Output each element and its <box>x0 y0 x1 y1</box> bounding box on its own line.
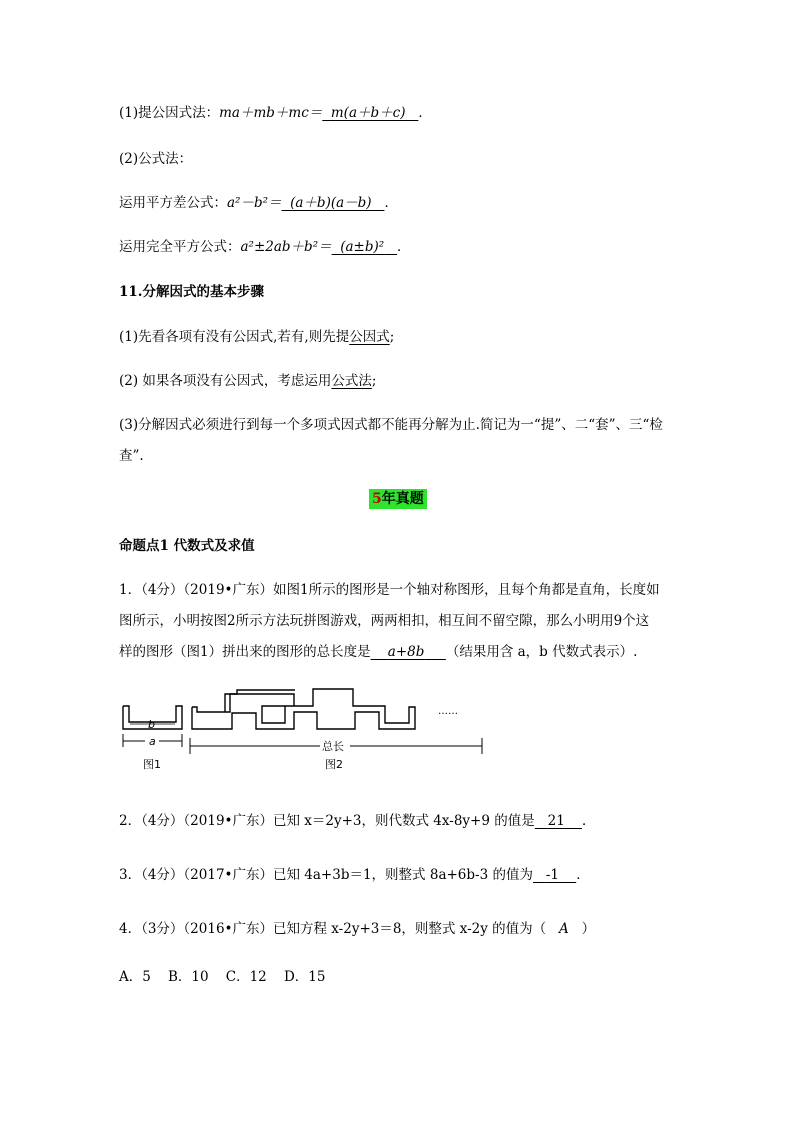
figure-label-total-length: 总长 <box>322 740 344 753</box>
question-1-line-3: 样的图形（图1）拼出来的图形的总长度是 a+8b （结果用含 a，b 代数式表示）. <box>119 644 638 660</box>
formula-label: (1)提公因式法： <box>119 105 220 121</box>
formula-common-factor: (1)提公因式法：ma＋mb＋mc＝ m(a＋b＋c) ． <box>119 105 432 121</box>
figure-2-caption: 图2 <box>325 758 343 771</box>
five-year-exam-banner: 5年真题 <box>369 489 427 509</box>
answer-choice: A <box>559 921 569 937</box>
question-1-line-1: 1．（4分）（2019•广东）如图1所示的图形是一个轴对称图形，且每个角都是直角，长度如 <box>119 582 660 598</box>
puzzle-figure <box>115 688 495 774</box>
answer-blank: (a＋b)(a－b) <box>290 195 372 211</box>
figure-label-a: a <box>149 735 156 748</box>
answer-blank: (a±b)² <box>340 239 385 255</box>
question-4-options: A．5 B．10 C．12 D．15 <box>119 969 326 985</box>
step-2: (2) 如果各项没有公因式，考虑运用公式法; <box>119 373 377 389</box>
answer-blank: -1 <box>545 867 560 883</box>
formula-method-heading: (2)公式法： <box>119 151 193 167</box>
step-1: (1)先看各项有没有公因式,若有,则先提公因式; <box>119 329 395 345</box>
question-4: 4．（3分）（2016•广东）已知方程 x-2y+3＝8，则整式 x-2y 的值为（ A ） <box>119 921 596 937</box>
figure-continuation-dots: …… <box>438 706 458 717</box>
answer-blank: m(a＋b＋c) <box>330 105 406 121</box>
question-1-line-2: 图所示，小明按图2所示方法玩拼图游戏，两两相扣，相互间不留空隙，那么小明用9个这 <box>119 613 650 629</box>
answer-blank: 21 <box>547 813 565 829</box>
figure-1-caption: 图1 <box>143 758 161 771</box>
question-2: 2．（4分）（2019•广东）已知 x＝2y+3，则代数式 4x-8y+9 的值是 21 ． <box>119 813 596 829</box>
formula-perfect-square: 运用完全平方公式：a²±2ab＋b²＝ (a±b)² ． <box>119 239 411 255</box>
step-3-line-1: (3)分解因式必须进行到每一个多项式因式都不能再分解为止.简记为一“提”、二“套”、三“检 <box>119 417 663 433</box>
formula-expression: ma＋mb＋mc＝ <box>219 105 323 121</box>
step-3-line-2: 查”. <box>119 448 144 464</box>
answer-blank: a+8b <box>387 644 425 660</box>
section-heading-11: 11.分解因式的基本步骤 <box>119 284 264 300</box>
topic-heading: 命题点1 代数式及求值 <box>119 538 255 554</box>
question-3: 3．（4分）（2017•广东）已知 4a+3b＝1，则整式 8a+6b-3 的值为 -1 ． <box>119 867 590 883</box>
formula-difference-of-squares: 运用平方差公式：a²－b²＝ (a＋b)(a－b) ． <box>119 195 398 211</box>
figure-label-b: b <box>148 718 155 731</box>
